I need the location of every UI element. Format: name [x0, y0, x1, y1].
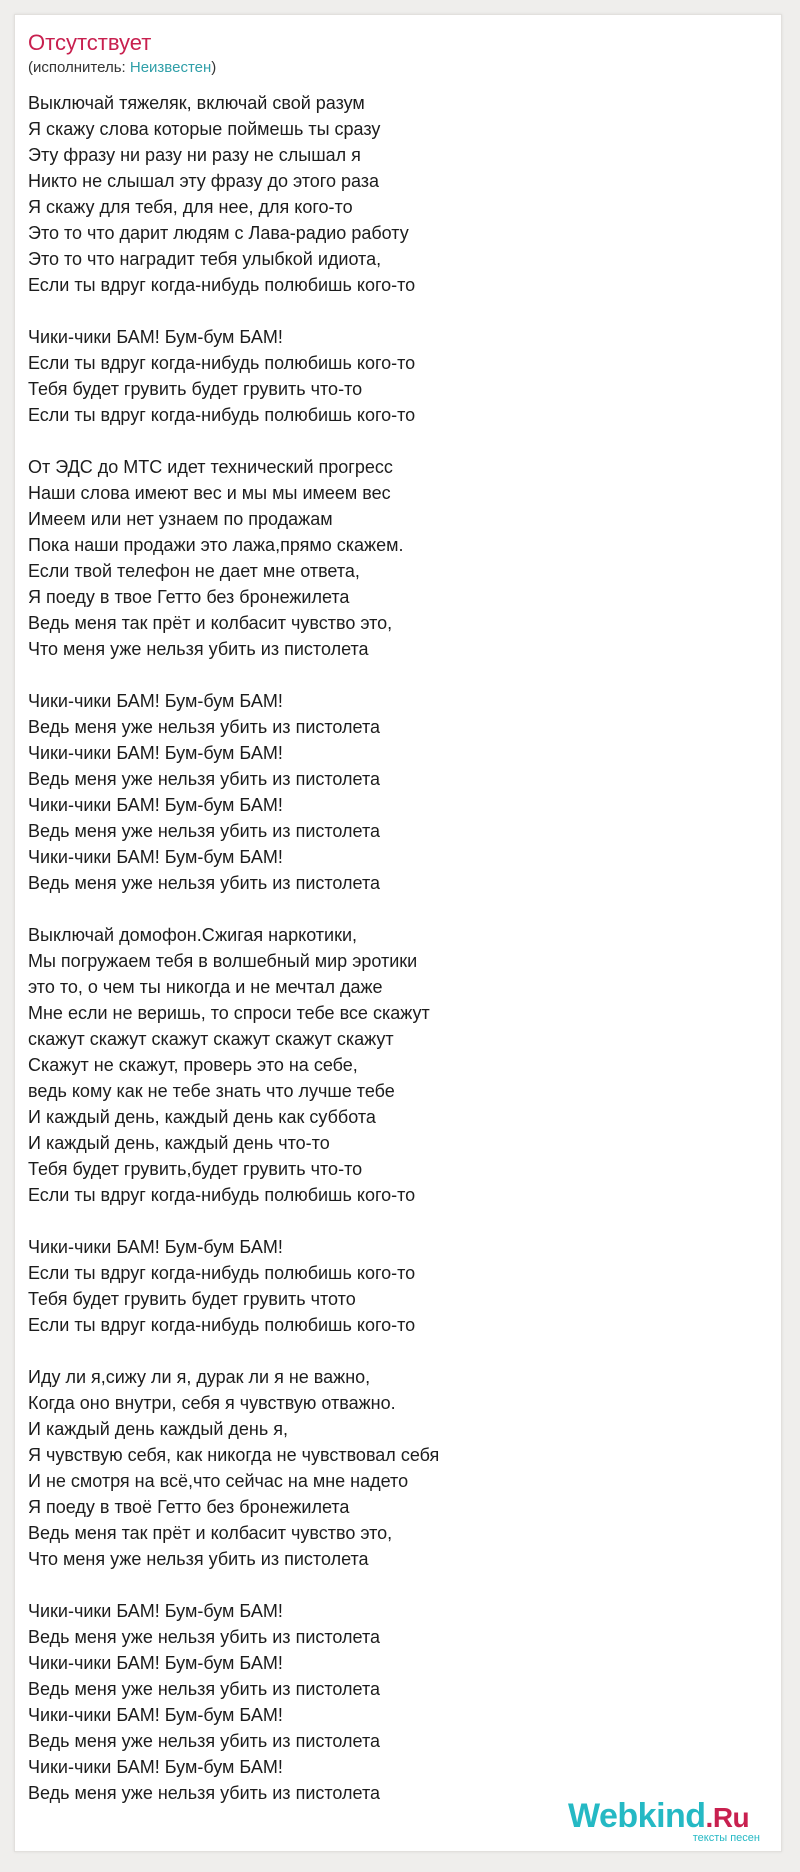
stanza — [28, 324, 728, 428]
lyric-line: Если ты вдруг когда-нибудь полюбишь кого-то — [28, 1185, 416, 1205]
lyric-line: Никто не слышал эту фразу до этого раза — [28, 171, 380, 191]
artist-line — [28, 58, 216, 78]
artist-prefix: (исполнитель: — [28, 59, 130, 76]
lyrics-body — [28, 90, 728, 1832]
lyric-line: Если ты вдруг когда-нибудь полюбишь кого-то — [28, 1315, 416, 1335]
stanza — [28, 688, 728, 896]
lyric-line: Я поеду в твоё Гетто без бронежилета — [28, 1497, 350, 1517]
lyric-line: И каждый день, каждый день как суббота — [28, 1107, 376, 1127]
lyric-line: скажут скажут скажут скажут скажут скажут — [28, 1029, 394, 1049]
stanza — [28, 922, 728, 1208]
lyric-line: Чики-чики БАМ! Бум-бум БАМ! — [28, 1705, 283, 1725]
stanza — [28, 1234, 728, 1338]
artist-link[interactable]: Неизвестен — [129, 59, 212, 76]
lyric-line: Ведь меня уже нельзя убить из пистолета — [28, 717, 380, 737]
lyric-line: Чики-чики БАМ! Бум-бум БАМ! — [28, 743, 283, 763]
lyric-line: Ведь меня уже нельзя убить из пистолета — [28, 1627, 380, 1647]
webkind-logo[interactable] — [568, 1796, 768, 1842]
lyric-line: Ведь меня уже нельзя убить из пистолета — [28, 1783, 380, 1803]
lyric-line: Я скажу для тебя, для нее, для кого-то — [28, 197, 353, 217]
lyric-line: Чики-чики БАМ! Бум-бум БАМ! — [28, 847, 283, 867]
lyric-line: Что меня уже нельзя убить из пистолета — [28, 639, 369, 659]
lyric-line: Это то что дарит людям с Лава-радио работу — [28, 223, 409, 243]
lyric-line: Иду ли я,сижу ли я, дурак ли я не важно, — [28, 1367, 371, 1387]
stanza — [28, 90, 728, 298]
lyric-line: Ведь меня уже нельзя убить из пистолета — [28, 873, 380, 893]
lyric-line: От ЭДС до МТС идет технический прогресс — [28, 457, 393, 477]
lyric-line: И каждый день, каждый день что-то — [28, 1133, 330, 1153]
lyric-line: Тебя будет грувить будет грувить чтото — [28, 1289, 356, 1309]
lyric-line: Если твой телефон не дает мне ответа, — [28, 561, 360, 581]
stanza — [28, 1598, 728, 1806]
logo-tagline: тексты песен — [692, 1832, 760, 1844]
lyric-line: Ведь меня уже нельзя убить из пистолета — [28, 821, 380, 841]
lyric-line: Ведь меня так прёт и колбасит чувство это, — [28, 613, 393, 633]
lyric-line: Чики-чики БАМ! Бум-бум БАМ! — [28, 691, 283, 711]
lyric-line: Чики-чики БАМ! Бум-бум БАМ! — [28, 1601, 283, 1621]
lyric-line: Это то что наградит тебя улыбкой идиота, — [28, 249, 382, 269]
lyric-line: Если ты вдруг когда-нибудь полюбишь кого-то — [28, 1263, 416, 1283]
lyric-line: Выключай тяжеляк, включай свой разум — [28, 93, 365, 113]
lyric-line: Чики-чики БАМ! Бум-бум БАМ! — [28, 1237, 283, 1257]
lyric-line: Ведь меня так прёт и колбасит чувство это, — [28, 1523, 393, 1543]
lyric-line: Мы погружаем тебя в волшебный мир эротики — [28, 951, 418, 971]
lyric-line: Чики-чики БАМ! Бум-бум БАМ! — [28, 327, 283, 347]
lyric-line: Чики-чики БАМ! Бум-бум БАМ! — [28, 1653, 283, 1673]
lyric-line: Когда оно внутри, себя я чувствую отважно. — [28, 1393, 396, 1413]
lyric-line: И не смотря на всё,что сейчас на мне надето — [28, 1471, 409, 1491]
lyric-line: Пока наши продажи это лажа,прямо скажем. — [28, 535, 404, 555]
lyric-line: Мне если не веришь, то спроси тебе все скажут — [28, 1003, 430, 1023]
lyric-line: Ведь меня уже нельзя убить из пистолета — [28, 1731, 380, 1751]
song-title: Отсутствует — [28, 30, 152, 55]
logo-main-text: Webkind — [568, 1797, 706, 1835]
lyric-line: Если ты вдруг когда-нибудь полюбишь кого-то — [28, 353, 416, 373]
artist-suffix: ) — [211, 59, 217, 76]
lyric-line: Наши слова имеют вес и мы мы имеем вес — [28, 483, 391, 503]
lyric-line: Тебя будет грувить,будет грувить что-то — [28, 1159, 363, 1179]
lyric-line: это то, о чем ты никогда и не мечтал даже — [28, 977, 383, 997]
lyric-line: Я скажу слова которые поймешь ты сразу — [28, 119, 381, 139]
lyric-line: Если ты вдруг когда-нибудь полюбишь кого-то — [28, 275, 416, 295]
logo-domain-text: .Ru — [705, 1802, 750, 1833]
lyric-line: Скажут не скажут, проверь это на себе, — [28, 1055, 358, 1075]
stanza — [28, 454, 728, 662]
lyric-line: И каждый день каждый день я, — [28, 1419, 288, 1439]
lyric-line: Я чувствую себя, как никогда не чувствовал себя — [28, 1445, 440, 1465]
lyric-line: Выключай домофон.Сжигая наркотики, — [28, 925, 358, 945]
lyric-line: Чики-чики БАМ! Бум-бум БАМ! — [28, 1757, 283, 1777]
stanza — [28, 1364, 728, 1572]
lyric-line: ведь кому как не тебе знать что лучше тебе — [28, 1081, 395, 1101]
lyric-line: Чики-чики БАМ! Бум-бум БАМ! — [28, 795, 283, 815]
lyric-line: Если ты вдруг когда-нибудь полюбишь кого-то — [28, 405, 416, 425]
lyric-line: Ведь меня уже нельзя убить из пистолета — [28, 1679, 380, 1699]
lyric-line: Тебя будет грувить будет грувить что-то — [28, 379, 363, 399]
lyric-line: Имеем или нет узнаем по продажам — [28, 509, 333, 529]
lyric-line: Я поеду в твое Гетто без бронежилета — [28, 587, 350, 607]
lyric-line: Ведь меня уже нельзя убить из пистолета — [28, 769, 380, 789]
lyric-line: Что меня уже нельзя убить из пистолета — [28, 1549, 369, 1569]
lyric-line: Эту фразу ни разу ни разу не слышал я — [28, 145, 361, 165]
